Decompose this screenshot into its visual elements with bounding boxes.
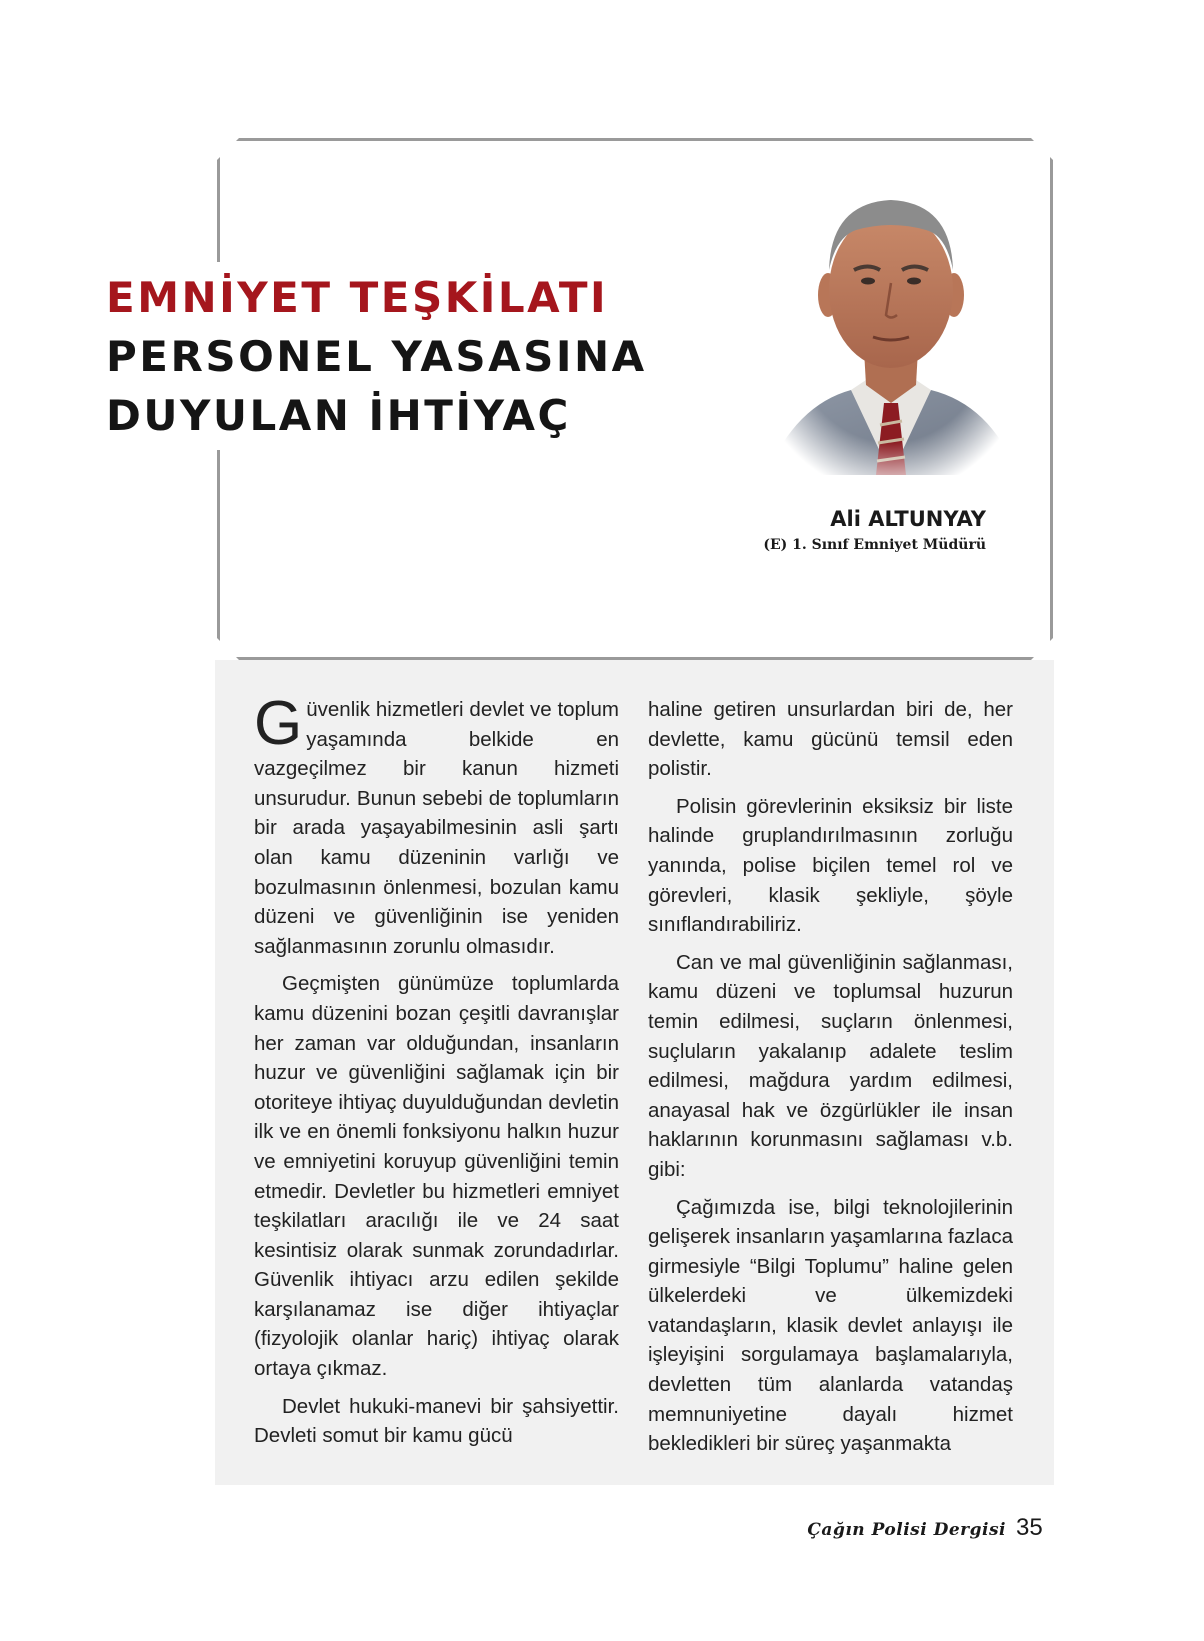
page-number: 35: [1016, 1514, 1043, 1541]
author-portrait: [756, 175, 1026, 495]
paragraph: Polisin görevlerinin eksiksiz bir liste halinde gruplandırılmasının zorluğu yanında, polise biçilen temel rol ve görevleri, klasik şekliyle, şöyle sınıflandırabiliriz.: [648, 794, 1013, 937]
title-line-3: DUYULAN İHTİYAÇ: [106, 391, 571, 440]
paragraph: Can ve mal güvenliğinin sağlanması, kamu düzeni ve toplumsal huzurun temin edilmesi, suçların önlenmesi, suçluların yakalanıp adalete teslim edilmesi, mağdura yardım edilmesi, anayasal hak ve özgürlükler ile insan haklarının korunmasını sağlaması v.b. gibi:: [648, 950, 1013, 1181]
article-column-left: [254, 689, 619, 1459]
title-line-2: PERSONEL YASASINA: [106, 332, 647, 381]
article-title: [106, 268, 647, 445]
paragraph: Çağımızda ise, bilgi teknolojilerinin gelişerek insanların yaşamlarına fazlaca girmesiyle “Bilgi Toplumu” haline gelen ülkelerdeki ve ülkemizdeki vatandaşların, klasik devlet anlayışı ile işleyişini sorgulamaya başlamalarıyla, devletten tüm alanlarda vatandaş memnuniyetine dayalı hizmet bekledikleri bir süreç yaşanmakta: [648, 1195, 1013, 1456]
article-column-right: [648, 695, 1013, 1467]
drop-cap: G: [254, 689, 303, 758]
author-role: (E) 1. Sınıf Emniyet Müdürü: [763, 537, 986, 553]
magazine-name: Çağın Polisi Dergisi: [807, 1520, 1006, 1540]
paragraph: Geçmişten günümüze toplumlarda kamu düzenini bozan çeşitli davranışlar her zaman var olduğundan, insanların huzur ve güvenliğini sağlamak için bir otoriteye ihtiyaç duyulduğundan devletin ilk ve en önemli fonksiyonu halkın huzur ve emniyetini koruyup güvenliğini temin etmedir. Devletler bu hizmetleri emniyet teşkilatları aracılığı ile ve 24 saat kesintisiz olarak sunmak zorundadırlar. Güvenlik ihtiyacı arzu edilen şekilde karşılanamaz ise diğer ihtiyaçlar (fizyolojik olanlar hariç) ihtiyaç olarak ortaya çıkmaz.: [254, 972, 619, 1381]
paragraph: [254, 689, 619, 961]
title-line-1: EMNİYET TEŞKİLATI: [106, 273, 609, 322]
paragraph-text: üvenlik hizmetleri devlet ve toplum yaşamında belkide en vazgeçilmez bir kanun hizmeti unsurudur. Bunun sebebi de toplumların bir arada yaşayabilmesinin asli şartı olan kamu düzeninin varlığı ve bozulmasının önlenmesi, bozulan kamu düzeni ve güvenliğinin ise yeniden sağlanmasının zorunlu olmasıdır.: [254, 698, 619, 958]
author-name: Ali ALTUNYAY: [830, 507, 986, 531]
paragraph: haline getiren unsurlardan biri de, her devlette, kamu gücünü temsil eden polistir.: [648, 698, 1013, 781]
paragraph: Devlet hukuki-manevi bir şahsiyettir. Devleti somut bir kamu gücü: [254, 1394, 619, 1448]
